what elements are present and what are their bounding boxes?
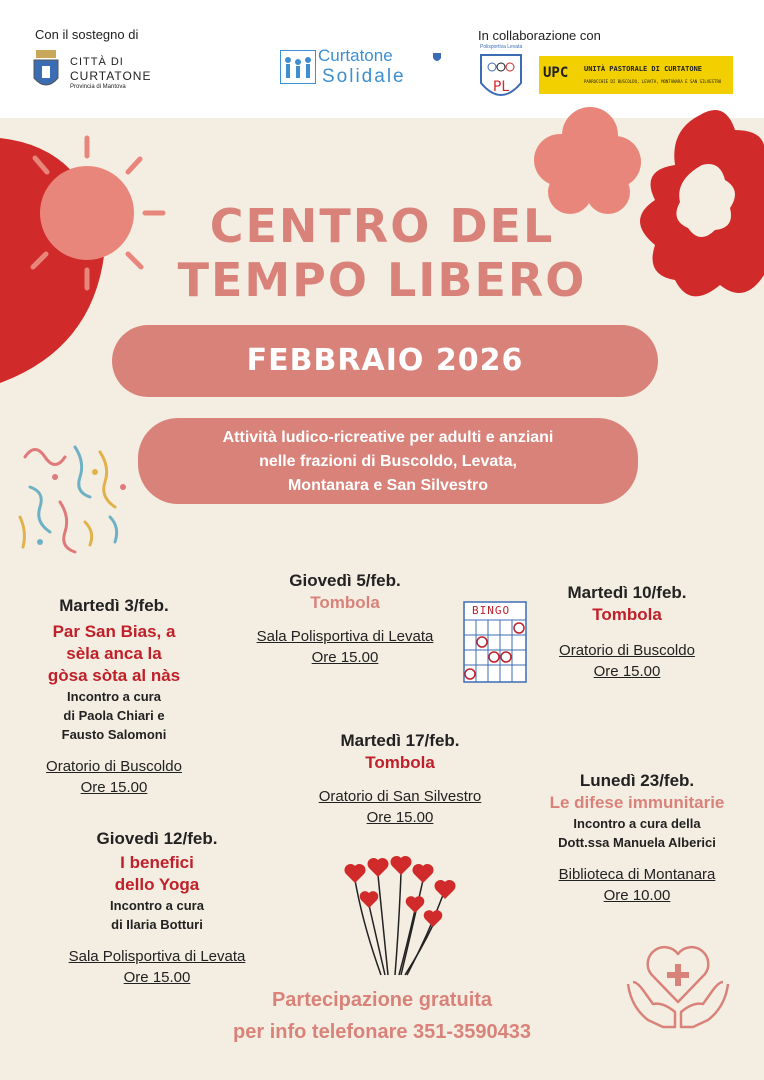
event-place: Sala Polisportiva di Levata — [68, 948, 246, 965]
confetti-icon — [15, 437, 133, 560]
brand-line1: Curtatone — [318, 46, 393, 65]
intro-banner — [138, 418, 638, 504]
event-credit-2: di Ilaria Botturi — [111, 917, 203, 932]
event-date: Giovedì 5/feb. — [289, 571, 401, 590]
event-time: Ore 15.00 — [80, 779, 148, 796]
title-line2: TEMPO LIBERO — [177, 253, 587, 307]
intro-line1: Attività ludico-ricreative per adulti e anziani — [222, 429, 554, 446]
event-place: Biblioteca di Montanara — [558, 866, 716, 883]
event-feb-10 — [522, 582, 732, 682]
event-credit-1: Incontro a cura — [67, 689, 161, 704]
svg-text:PL: PL — [492, 79, 510, 95]
bingo-label: BINGO — [472, 604, 511, 617]
polisportiva-logo-icon — [478, 47, 524, 112]
intro-line2: nelle frazioni di Buscoldo, Levata, — [259, 453, 517, 470]
event-place: Oratorio di Buscoldo — [46, 758, 182, 775]
polisportiva-label: Polisportiva Levata — [480, 44, 523, 50]
event-credit-2: Dott.ssa Manuela Alberici — [558, 835, 716, 850]
event-date: Lunedì 23/feb. — [579, 771, 695, 790]
family-logo-icon — [280, 50, 316, 89]
footer-line2: per info telefonare 351-3590433 — [233, 1021, 531, 1043]
event-date: Martedì 17/feb. — [340, 731, 460, 750]
support-label: Con il sostegno di — [35, 27, 139, 42]
event-credit-1: Incontro a cura — [110, 898, 204, 913]
event-feb-17 — [295, 730, 505, 828]
upc-sub: PARROCCHIE DI BUSCOLDO, LEVATA, MONTANARA E SAN SILVESTRO — [584, 79, 722, 84]
event-place: Oratorio di San Silvestro — [318, 788, 482, 805]
upc-short: UPC — [543, 65, 569, 81]
heart-flowers-icon — [333, 855, 463, 982]
event-credit-3: Fausto Salomoni — [61, 727, 167, 742]
event-title: Le difese immunitarie — [549, 793, 725, 812]
brand-line2: Solidale — [322, 66, 406, 87]
city-sub: Provincia di Mantova — [70, 84, 126, 90]
event-title-2: dello Yoga — [114, 875, 200, 894]
event-date: Martedì 10/feb. — [567, 583, 687, 602]
event-date: Giovedì 12/feb. — [96, 829, 218, 848]
title-line1: CENTRO DEL — [209, 199, 555, 253]
upc-name: UNITÀ PASTORALE DI CURTATONE — [584, 65, 703, 73]
month-banner — [112, 325, 658, 397]
event-title: Tombola — [365, 753, 435, 772]
event-credit-2: di Paola Chiari e — [63, 708, 165, 723]
event-feb-23 — [532, 770, 742, 906]
event-title-1: I benefici — [120, 853, 194, 872]
event-title-1: Par San Bias, a — [52, 622, 176, 641]
city-line1: CITTÀ DI — [70, 56, 124, 68]
event-time: Ore 15.00 — [123, 969, 191, 986]
event-time: Ore 15.00 — [366, 809, 434, 826]
event-place: Oratorio di Buscoldo — [559, 642, 695, 659]
event-title: Tombola — [310, 593, 380, 612]
small-crest-icon — [432, 51, 442, 69]
footer-line1: Partecipazione gratuita — [271, 989, 493, 1011]
city-crest-icon — [30, 48, 62, 99]
event-feb-5 — [235, 570, 455, 668]
event-feb-3 — [14, 595, 214, 798]
event-credit-1: Incontro a cura della — [573, 816, 701, 831]
event-time: Ore 15.00 — [593, 663, 661, 680]
event-title: Tombola — [592, 605, 662, 624]
event-feb-12 — [47, 828, 267, 988]
city-line2: CURTATONE — [70, 69, 152, 83]
event-date: Martedì 3/feb. — [59, 596, 169, 615]
event-title-2: sèla anca la — [66, 644, 162, 663]
intro-line3: Montanara e San Silvestro — [287, 477, 489, 494]
event-time: Ore 10.00 — [603, 887, 671, 904]
month-text: FEBBRAIO 2026 — [246, 343, 524, 378]
collab-label: In collaborazione con — [478, 28, 601, 43]
event-title-3: gòsa sòta al nàs — [47, 666, 181, 685]
event-place: Sala Polisportiva di Levata — [256, 628, 434, 645]
event-time: Ore 15.00 — [311, 649, 379, 666]
